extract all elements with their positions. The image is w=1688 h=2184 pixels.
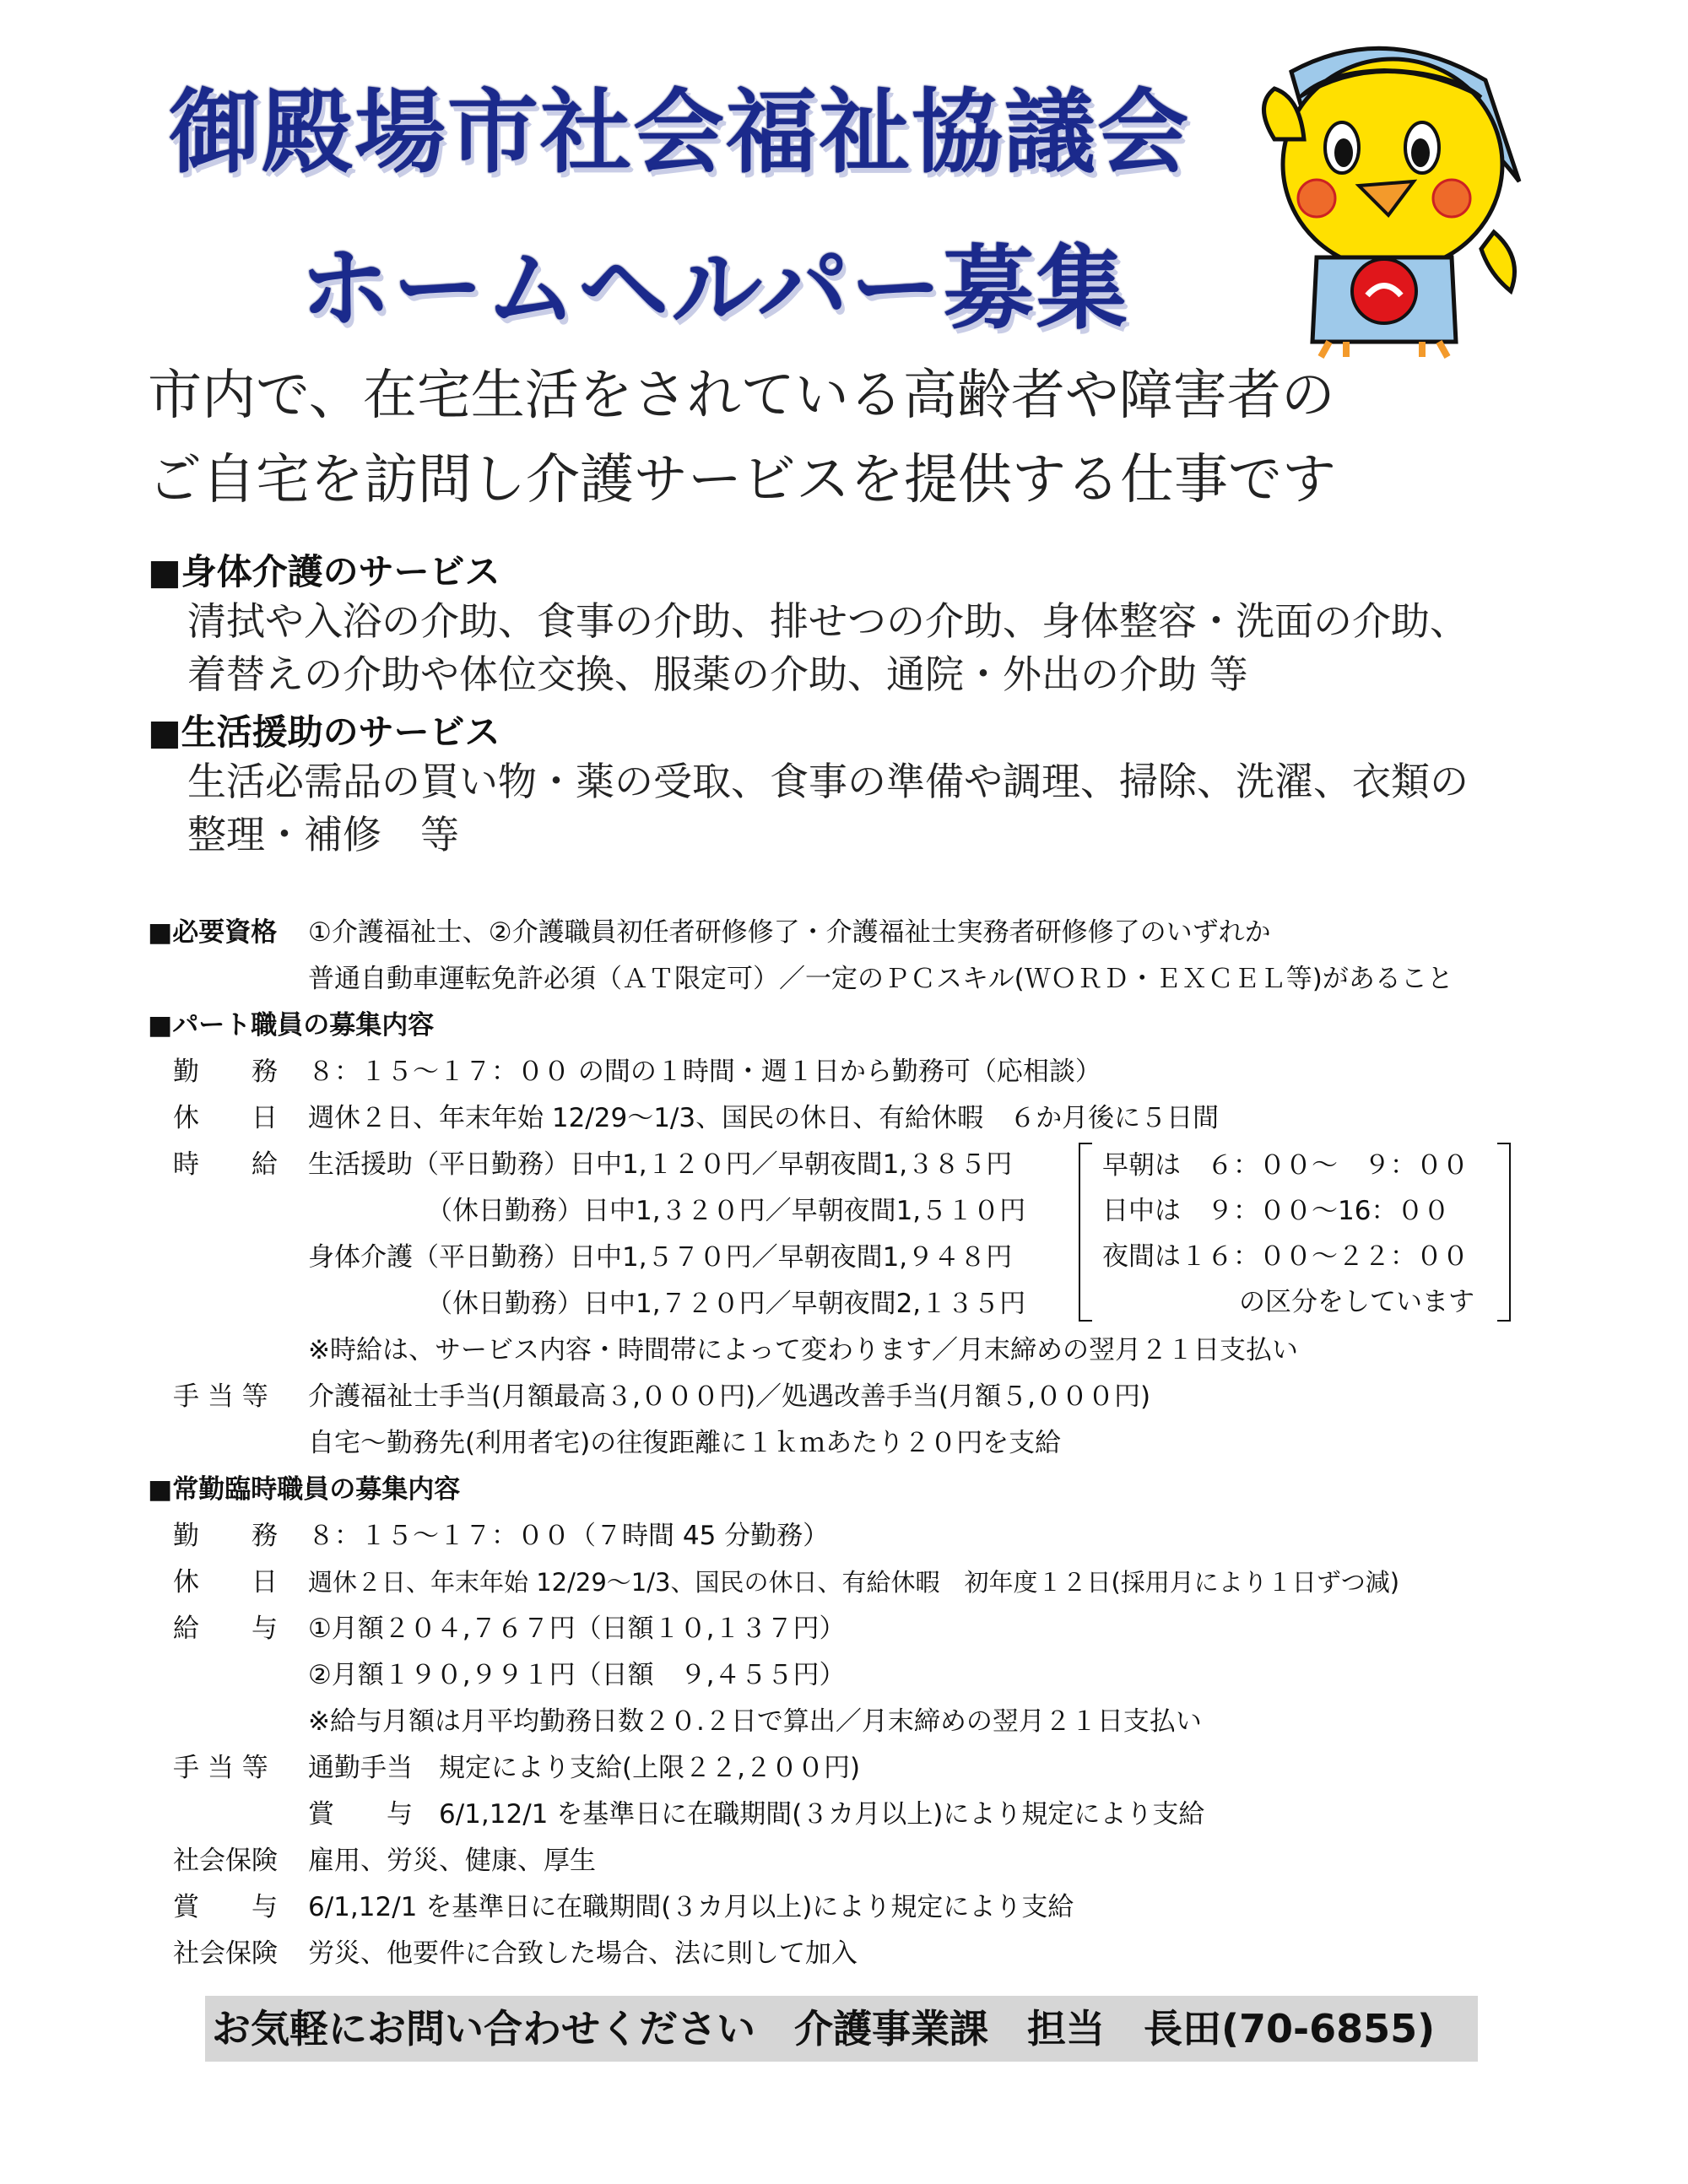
time-band-night: 夜間は１６：００～２２：００	[1102, 1241, 1469, 1272]
body-care-heading: ■身体介護のサービス	[148, 551, 500, 592]
time-band-caption: の区分をしています	[1239, 1287, 1474, 1317]
title-line-2: ホームヘルパー募集	[300, 236, 1129, 342]
qualifications-line-1: ①介護福祉士、②介護職員初任者研修修了・介護福祉士実務者研修修了のいずれか	[308, 917, 1271, 948]
bracket-left	[1079, 1143, 1092, 1322]
life-support-heading: ■生活援助のサービス	[148, 711, 500, 753]
mascot-chick-illustration	[1241, 38, 1528, 359]
pt-wage-line-2: （休日勤務）日中1,３２０円／早朝夜間1,５１０円	[426, 1196, 1026, 1226]
time-band-early: 早朝は ６：００～ ９：００	[1102, 1150, 1469, 1181]
ft-bonus-value: 6/1,12/1 を基準日に在職期間(３カ月以上)により規定により支給	[308, 1892, 1074, 1922]
pt-wage-line-4: （休日勤務）日中1,７２０円／早朝夜間2,１３５円	[426, 1289, 1026, 1319]
time-band-note	[1079, 1143, 1511, 1318]
body-care-text-1: 清拭や入浴の介助、食事の介助、排せつの介助、身体整容・洗面の介助、	[187, 598, 1469, 644]
ft-holiday-label: 休 日	[173, 1567, 278, 1597]
pt-holiday-label: 休 日	[173, 1103, 278, 1133]
ft-salary-note: ※給与月額は月平均勤務日数２０.２日で算出／月末締めの翌月２１日支払い	[308, 1706, 1202, 1737]
ft-bonus-label: 賞 与	[173, 1892, 278, 1922]
ft-insurance-label: 社会保険	[173, 1846, 278, 1876]
pt-wage-line-1: 生活援助（平日勤務）日中1,１２０円／早朝夜間1,３８５円	[308, 1149, 1013, 1180]
qualifications-line-2: 普通自動車運転免許必須（ＡＴ限定可）／一定のＰＣスキル(ＷＯＲＤ・ＥＸＣＥＬ等)があること	[308, 964, 1453, 994]
pt-wage-label: 時 給	[173, 1149, 278, 1180]
pt-wage-note: ※時給は、サービス内容・時間帯によって変わります／月末締めの翌月２１日支払い	[308, 1335, 1298, 1365]
full-time-heading: ■常勤臨時職員の募集内容	[148, 1474, 461, 1505]
ft-allowance-label: 手 当 等	[173, 1753, 268, 1783]
pt-allowance-line-2: 自宅～勤務先(利用者宅)の往復距離に１ｋｍあたり２０円を支給	[308, 1428, 1062, 1458]
title-line-1: 御殿場市社会福祉協議会	[169, 80, 1191, 186]
qualifications-label: ■必要資格	[148, 917, 278, 948]
life-support-text-2: 整理・補修 等	[187, 812, 459, 857]
time-band-day: 日中は ９：００～16：００	[1102, 1196, 1450, 1226]
pt-allowance-label: 手 当 等	[173, 1381, 268, 1412]
ft-salary-line-1: ①月額２０４,７６７円（日額１０,１３７円）	[308, 1614, 846, 1644]
ft-allowance-line-2: 賞 与 6/1,12/1 を基準日に在職期間(３カ月以上)により規定により支給	[308, 1799, 1205, 1830]
ft-salary-label: 給 与	[173, 1614, 278, 1644]
ft-insurance-value: 雇用、労災、健康、厚生	[308, 1846, 596, 1876]
ft-work-value: ８：１５～１７：００（７時間 45 分勤務）	[308, 1521, 830, 1551]
contact-footer: お気軽にお問い合わせください 介護事業課 担当 長田(70-6855)	[205, 1996, 1478, 2062]
pt-allowance-line-1: 介護福祉士手当(月額最高３,０００円)／処遇改善手当(月額５,０００円)	[308, 1381, 1151, 1412]
ft-allowance-line-1: 通勤手当 規定により支給(上限２２,２００円)	[308, 1753, 861, 1783]
ft-salary-line-2: ②月額１９０,９９１円（日額 ９,４５５円）	[308, 1660, 846, 1690]
life-support-text-1: 生活必需品の買い物・薬の受取、食事の準備や調理、掃除、洗濯、衣類の	[187, 759, 1469, 804]
pt-wage-line-3: 身体介護（平日勤務）日中1,５７０円／早朝夜間1,９４８円	[308, 1242, 1013, 1273]
lead-line-1: 市内で、在宅生活をされている高齢者や障害者の	[148, 365, 1335, 427]
pt-holiday-value: 週休２日、年末年始 12/29～1/3、国民の休日、有給休暇 ６か月後に５日間	[308, 1103, 1220, 1133]
ft-insurance2-label: 社会保険	[173, 1938, 278, 1969]
ft-insurance2-value: 労災、他要件に合致した場合、法に則して加入	[308, 1938, 858, 1969]
part-time-heading: ■パート職員の募集内容	[148, 1010, 435, 1041]
lead-line-2: ご自宅を訪問し介護サービスを提供する仕事です	[148, 449, 1336, 511]
pt-work-value: ８：１５～１７：００ の間の１時間・週１日から勤務可（応相談）	[308, 1057, 1101, 1087]
pt-work-label: 勤 務	[173, 1057, 278, 1087]
ft-work-label: 勤 務	[173, 1521, 278, 1551]
bracket-right	[1497, 1143, 1511, 1322]
body-care-text-2: 着替えの介助や体位交換、服薬の介助、通院・外出の介助 等	[187, 651, 1248, 697]
ft-holiday-value: 週休２日、年末年始 12/29～1/3、国民の休日、有給休暇 初年度１２日(採用月により１日ずつ減)	[308, 1568, 1400, 1597]
